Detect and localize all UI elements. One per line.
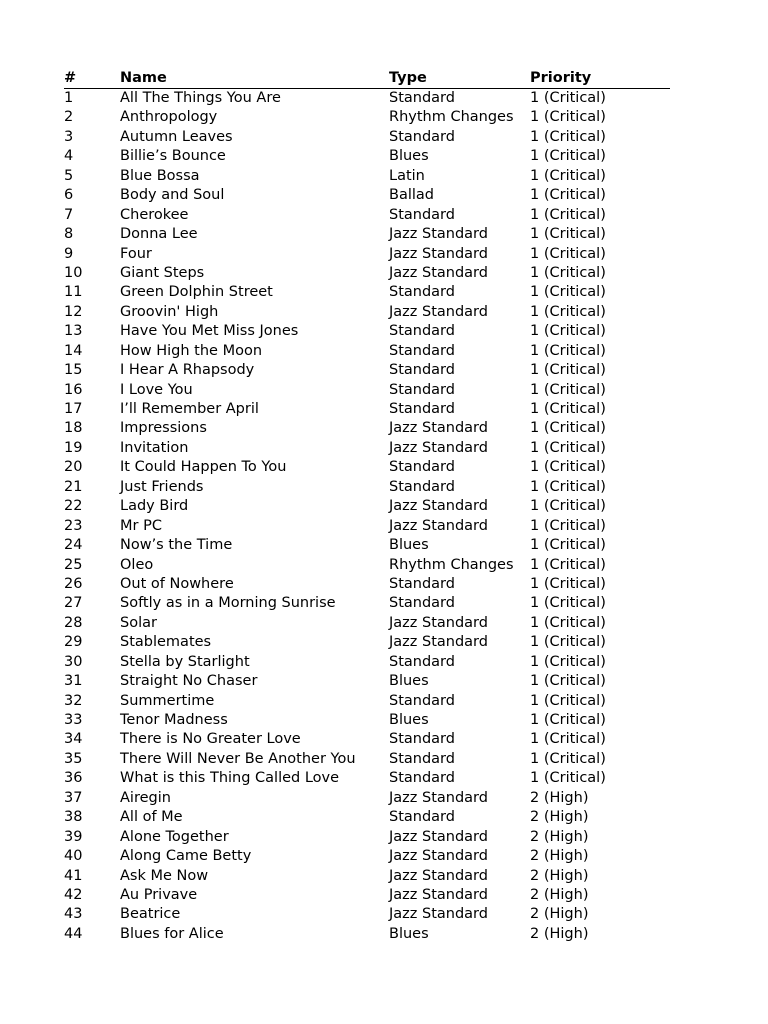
row-type: Blues [389,537,429,554]
row-name: How High the Moon [120,342,263,359]
table-row [64,925,670,944]
row-type: Standard [389,401,455,417]
row-number: 31 [64,673,83,690]
row-priority: 1 (Critical) [530,342,606,359]
row-type: Standard [389,323,455,340]
row-priority: 1 (Critical) [530,167,606,184]
table-row [64,128,670,147]
row-number: 11 [64,284,83,301]
row-name: Stablemates [120,634,212,651]
row-number: 8 [64,226,74,243]
table-row [64,400,670,419]
table-row [64,108,670,127]
row-type: Jazz Standard [389,420,488,437]
row-type: Standard [389,284,455,301]
row-name: Anthropology [120,109,218,126]
row-priority: 1 (Critical) [530,439,606,456]
row-priority: 2 (High) [530,848,589,865]
row-type: Jazz Standard [389,848,488,865]
row-priority: 1 (Critical) [530,226,606,243]
row-name: Au Privave [120,886,198,903]
row-name: Billie’s Bounce [120,148,226,165]
row-priority: 1 (Critical) [530,323,606,340]
row-type: Jazz Standard [389,303,488,320]
row-number: 32 [64,692,83,709]
row-number: 39 [64,828,83,845]
table-row [64,536,670,555]
row-name: There is No Greater Love [120,731,301,748]
row-number: 33 [64,712,83,728]
table-row [64,497,670,516]
row-name: Just Friends [120,478,204,495]
row-number: 21 [64,478,83,495]
row-name: Oleo [120,556,154,573]
row-priority: 2 (High) [530,925,589,942]
row-type: Ballad [389,187,434,204]
row-priority: 2 (High) [530,789,589,806]
row-priority: 2 (High) [530,867,589,884]
row-type: Jazz Standard [389,439,488,456]
row-priority: 1 (Critical) [530,90,606,106]
row-priority: 1 (Critical) [530,264,606,281]
row-priority: 2 (High) [530,809,589,826]
tune-list-table [64,68,670,944]
table-row [64,730,670,749]
table-row [64,342,670,361]
table-row [64,789,670,808]
row-name: Mr PC [120,517,162,534]
row-name: Along Came Betty [120,848,252,865]
row-number: 40 [64,848,83,865]
table-row [64,847,670,866]
row-priority: 1 (Critical) [530,634,606,651]
row-number: 38 [64,809,83,826]
row-priority: 1 (Critical) [530,614,606,631]
row-type: Standard [389,459,455,476]
table-row [64,633,670,652]
row-type: Jazz Standard [389,498,488,515]
table-row [64,517,670,536]
table-row [64,206,670,225]
row-number: 23 [64,517,83,534]
row-number: 42 [64,886,83,903]
row-priority: 1 (Critical) [530,517,606,534]
row-name: I Hear A Rhapsody [120,362,255,379]
row-type: Jazz Standard [389,828,488,845]
row-priority: 1 (Critical) [530,187,606,204]
row-number: 16 [64,381,83,398]
row-priority: 1 (Critical) [530,420,606,437]
table-row [64,886,670,905]
header-type: Type [389,70,427,86]
row-type: Blues [389,148,429,165]
row-name: What is this Thing Called Love [120,770,340,787]
row-priority: 2 (High) [530,906,589,923]
row-number: 27 [64,595,83,612]
row-type: Standard [389,692,455,709]
table-row [64,653,670,672]
row-priority: 2 (High) [530,828,589,845]
row-type: Standard [389,750,455,767]
row-type: Standard [389,770,455,787]
table-row [64,769,670,788]
row-priority: 1 (Critical) [530,595,606,612]
row-type: Standard [389,128,455,145]
table-row [64,594,670,613]
row-priority: 2 (High) [530,886,589,903]
row-priority: 1 (Critical) [530,750,606,767]
row-number: 6 [64,187,74,204]
row-type: Rhythm Changes [389,556,514,573]
row-number: 12 [64,303,83,320]
table-row [64,322,670,341]
table-row [64,458,670,477]
row-type: Standard [389,206,455,223]
row-name: Solar [120,614,157,631]
row-priority: 1 (Critical) [530,770,606,787]
row-type: Standard [389,653,455,670]
row-name: Stella by Starlight [120,653,250,670]
row-priority: 1 (Critical) [530,731,606,748]
row-type: Jazz Standard [389,906,488,923]
row-number: 25 [64,556,83,573]
row-type: Standard [389,809,455,826]
row-type: Standard [389,362,455,379]
row-type: Jazz Standard [389,226,488,243]
row-name: Now’s the Time [120,537,233,554]
table-header [64,68,670,89]
table-row [64,750,670,769]
row-priority: 1 (Critical) [530,381,606,398]
row-number: 20 [64,459,83,476]
row-priority: 1 (Critical) [530,537,606,554]
row-number: 10 [64,264,83,281]
row-number: 28 [64,614,83,631]
table-row [64,419,670,438]
row-type: Standard [389,478,455,495]
row-number: 15 [64,362,83,379]
row-name: I’ll Remember April [120,401,259,417]
row-number: 14 [64,342,83,359]
row-name: All of Me [120,809,183,826]
row-priority: 1 (Critical) [530,692,606,709]
row-name: Giant Steps [120,264,205,281]
row-name: Blues for Alice [120,925,224,942]
table-row [64,361,670,380]
table-row [64,905,670,924]
row-priority: 1 (Critical) [530,498,606,515]
row-type: Blues [389,673,429,690]
row-priority: 1 (Critical) [530,362,606,379]
row-number: 24 [64,537,83,554]
table-row [64,575,670,594]
row-type: Standard [389,731,455,748]
row-number: 19 [64,439,83,456]
header-priority: Priority [530,70,592,86]
row-type: Jazz Standard [389,245,488,262]
table-row [64,186,670,205]
row-name: Cherokee [120,206,189,223]
table-row [64,264,670,283]
row-name: There Will Never Be Another You [120,750,356,767]
row-priority: 1 (Critical) [530,653,606,670]
row-name: Invitation [120,439,189,456]
row-type: Standard [389,342,455,359]
table-row [64,614,670,633]
row-type: Jazz Standard [389,614,488,631]
header-name: Name [120,70,167,86]
row-name: Groovin' High [120,303,219,320]
row-type: Blues [389,712,429,728]
row-name: Tenor Madness [120,712,228,728]
row-number: 5 [64,167,74,184]
row-number: 35 [64,750,83,767]
table-row [64,167,670,186]
table-row [64,478,670,497]
row-name: Summertime [120,692,215,709]
row-name: Alone Together [120,828,229,845]
table-row [64,381,670,400]
row-type: Jazz Standard [389,264,488,281]
row-type: Blues [389,925,429,942]
row-priority: 1 (Critical) [530,206,606,223]
row-name: Have You Met Miss Jones [120,323,299,340]
row-number: 44 [64,925,83,942]
row-name: I Love You [120,381,193,398]
row-name: Beatrice [120,906,181,923]
table-row [64,828,670,847]
row-priority: 1 (Critical) [530,148,606,165]
row-priority: 1 (Critical) [530,575,606,592]
row-number: 30 [64,653,83,670]
row-number: 43 [64,906,83,923]
row-priority: 1 (Critical) [530,401,606,417]
row-number: 18 [64,420,83,437]
row-type: Jazz Standard [389,886,488,903]
row-number: 13 [64,323,83,340]
row-name: Impressions [120,420,207,437]
row-number: 41 [64,867,83,884]
row-number: 22 [64,498,83,515]
row-name: Blue Bossa [120,167,200,184]
row-name: Autumn Leaves [120,128,233,145]
row-type: Standard [389,595,455,612]
row-priority: 1 (Critical) [530,712,606,728]
row-type: Jazz Standard [389,634,488,651]
row-number: 26 [64,575,83,592]
row-number: 1 [64,90,74,106]
row-priority: 1 (Critical) [530,673,606,690]
row-priority: 1 (Critical) [530,556,606,573]
table-row [64,711,670,730]
row-type: Jazz Standard [389,789,488,806]
row-name: Airegin [120,789,171,806]
table-row [64,303,670,322]
row-name: Softly as in a Morning Sunrise [120,595,336,612]
row-number: 7 [64,206,74,223]
table-row [64,692,670,711]
row-type: Jazz Standard [389,517,488,534]
row-name: Donna Lee [120,226,198,243]
table-row [64,225,670,244]
row-number: 29 [64,634,83,651]
table-row [64,556,670,575]
table-row [64,147,670,166]
table-row [64,867,670,886]
row-name: Out of Nowhere [120,575,234,592]
row-number: 34 [64,731,83,748]
row-number: 2 [64,109,74,126]
row-number: 4 [64,148,74,165]
row-number: 36 [64,770,83,787]
row-number: 3 [64,128,74,145]
row-type: Standard [389,90,455,106]
row-name: Green Dolphin Street [120,284,273,301]
row-name: Four [120,245,152,262]
row-priority: 1 (Critical) [530,245,606,262]
row-number: 17 [64,401,83,417]
row-type: Rhythm Changes [389,109,514,126]
row-priority: 1 (Critical) [530,459,606,476]
row-name: It Could Happen To You [120,459,287,476]
row-priority: 1 (Critical) [530,303,606,320]
row-type: Latin [389,167,425,184]
table-row [64,439,670,458]
table-row [64,89,670,108]
row-name: Ask Me Now [120,867,209,884]
table-body [64,89,670,944]
row-priority: 1 (Critical) [530,109,606,126]
row-type: Jazz Standard [389,867,488,884]
row-priority: 1 (Critical) [530,128,606,145]
table-row [64,245,670,264]
row-number: 9 [64,245,74,262]
row-type: Standard [389,381,455,398]
row-name: Straight No Chaser [120,673,258,690]
row-type: Standard [389,575,455,592]
row-name: Lady Bird [120,498,189,515]
row-number: 37 [64,789,83,806]
row-priority: 1 (Critical) [530,478,606,495]
table-row [64,672,670,691]
table-row [64,283,670,302]
header-number: # [64,70,77,86]
row-name: Body and Soul [120,187,225,204]
row-priority: 1 (Critical) [530,284,606,301]
row-name: All The Things You Are [120,90,281,106]
table-row [64,808,670,827]
